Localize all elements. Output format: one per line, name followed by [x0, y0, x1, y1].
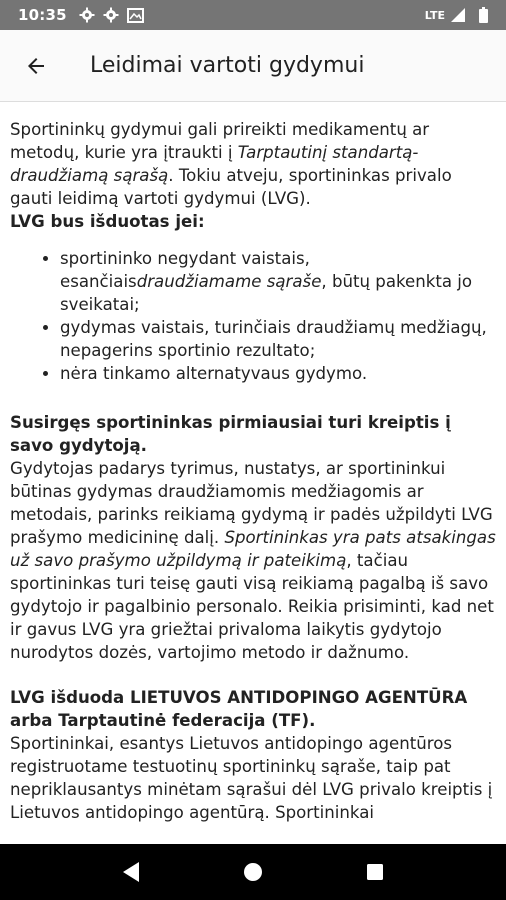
- intro-text-end: . Tokiu atveju, sportininkas privalo gauti leidimą vartoti gydymui (LVG).: [10, 166, 452, 208]
- image-icon: [127, 8, 144, 23]
- conditions-list: [10, 247, 496, 385]
- intro-italic: Tarptautinį standartą-draudžiamą sąrašą: [10, 143, 419, 185]
- battery-icon: [479, 7, 488, 23]
- section3-heading-text: LVG išduoda LIETUVOS ANTIDOPINGO AGENTŪRA arba Tarptautinė federacija (TF).: [10, 688, 468, 730]
- network-type: LTE: [424, 8, 445, 22]
- section-heading: [10, 686, 496, 732]
- article-content[interactable]: [0, 102, 506, 844]
- lvg-heading-text: LVG bus išduotas jei:: [10, 212, 205, 231]
- section-paragraph: [10, 457, 496, 664]
- navigation-bar: [0, 844, 506, 900]
- nav-recents-button[interactable]: [350, 847, 400, 897]
- page-title: Leidimai vartoti gydymui: [90, 53, 365, 78]
- section2-text: Gydytojas padarys tyrimus, nustatys, ar sportininkui būtinas gydymas draudžiamomis medžiagomis ar metodais, parinks reikiamą gydymą ir padės užpildyti LVG prašymo medicininę dalį.: [10, 459, 493, 547]
- status-time: 10:35: [18, 6, 67, 24]
- recents-square-icon: [365, 862, 385, 882]
- gear-icon: [79, 7, 95, 23]
- list-item: • gydymas vaistais, turinčiais draudžiamų medžiagų, nepagerins sportinio rezultato;: [60, 316, 496, 362]
- intro-paragraph: [10, 118, 496, 210]
- bullet-text: sportininko negydant vaistais, esančiais: [60, 249, 310, 291]
- intro-text: Sportininkų gydymui gali prireikti medikamentų ar metodų, kurie yra įtraukti į: [10, 120, 430, 162]
- section-paragraph: Sportininkai, esantys Lietuvos antidopingo agentūros registruotame testuotinų sportininkų sąraše, taip pat nepriklausantys minėtam sąrašui dėl LVG privalo kreiptis į Lietuvos antidopingo agentūrą. Sportininkai: [10, 734, 493, 822]
- bullet-italic: draudžiamame sąraše: [136, 272, 322, 291]
- back-triangle-icon: [121, 861, 141, 883]
- section2-text-end: , tačiau sportininkas turi teisę gauti visą reikiamą pagalbą iš savo gydytojo ir pagalbinio personalo. Reikia prisiminti, kad net ir gavus LVG yra griežtai privaloma laikytis gydytojo nurodytos dozės, vartojimo metodo ir dažnumo.: [10, 551, 494, 662]
- gear-icon: [103, 7, 119, 23]
- lvg-heading: [10, 210, 496, 233]
- section-heading: [10, 411, 496, 457]
- nav-home-button[interactable]: [228, 847, 278, 897]
- list-item: • nėra tinkamo alternatyvaus gydymo.: [60, 362, 496, 385]
- status-bar: [0, 0, 506, 30]
- back-button[interactable]: [8, 38, 64, 94]
- nav-back-button[interactable]: [106, 847, 156, 897]
- arrow-back-icon: [24, 54, 48, 78]
- bullet-text-end: , būtų pakenkta jo sveikatai;: [60, 272, 473, 314]
- section2-italic: Sportininkas yra pats atsakingas už savo prašymo užpildymą ir pateikimą: [10, 528, 496, 570]
- signal-icon: [451, 8, 465, 22]
- section2-heading-text: Susirgęs sportininkas pirmiausiai turi kreiptis į savo gydytoją.: [10, 413, 451, 455]
- app-bar: [0, 30, 506, 102]
- list-item: [60, 247, 496, 316]
- home-circle-icon: [242, 861, 264, 883]
